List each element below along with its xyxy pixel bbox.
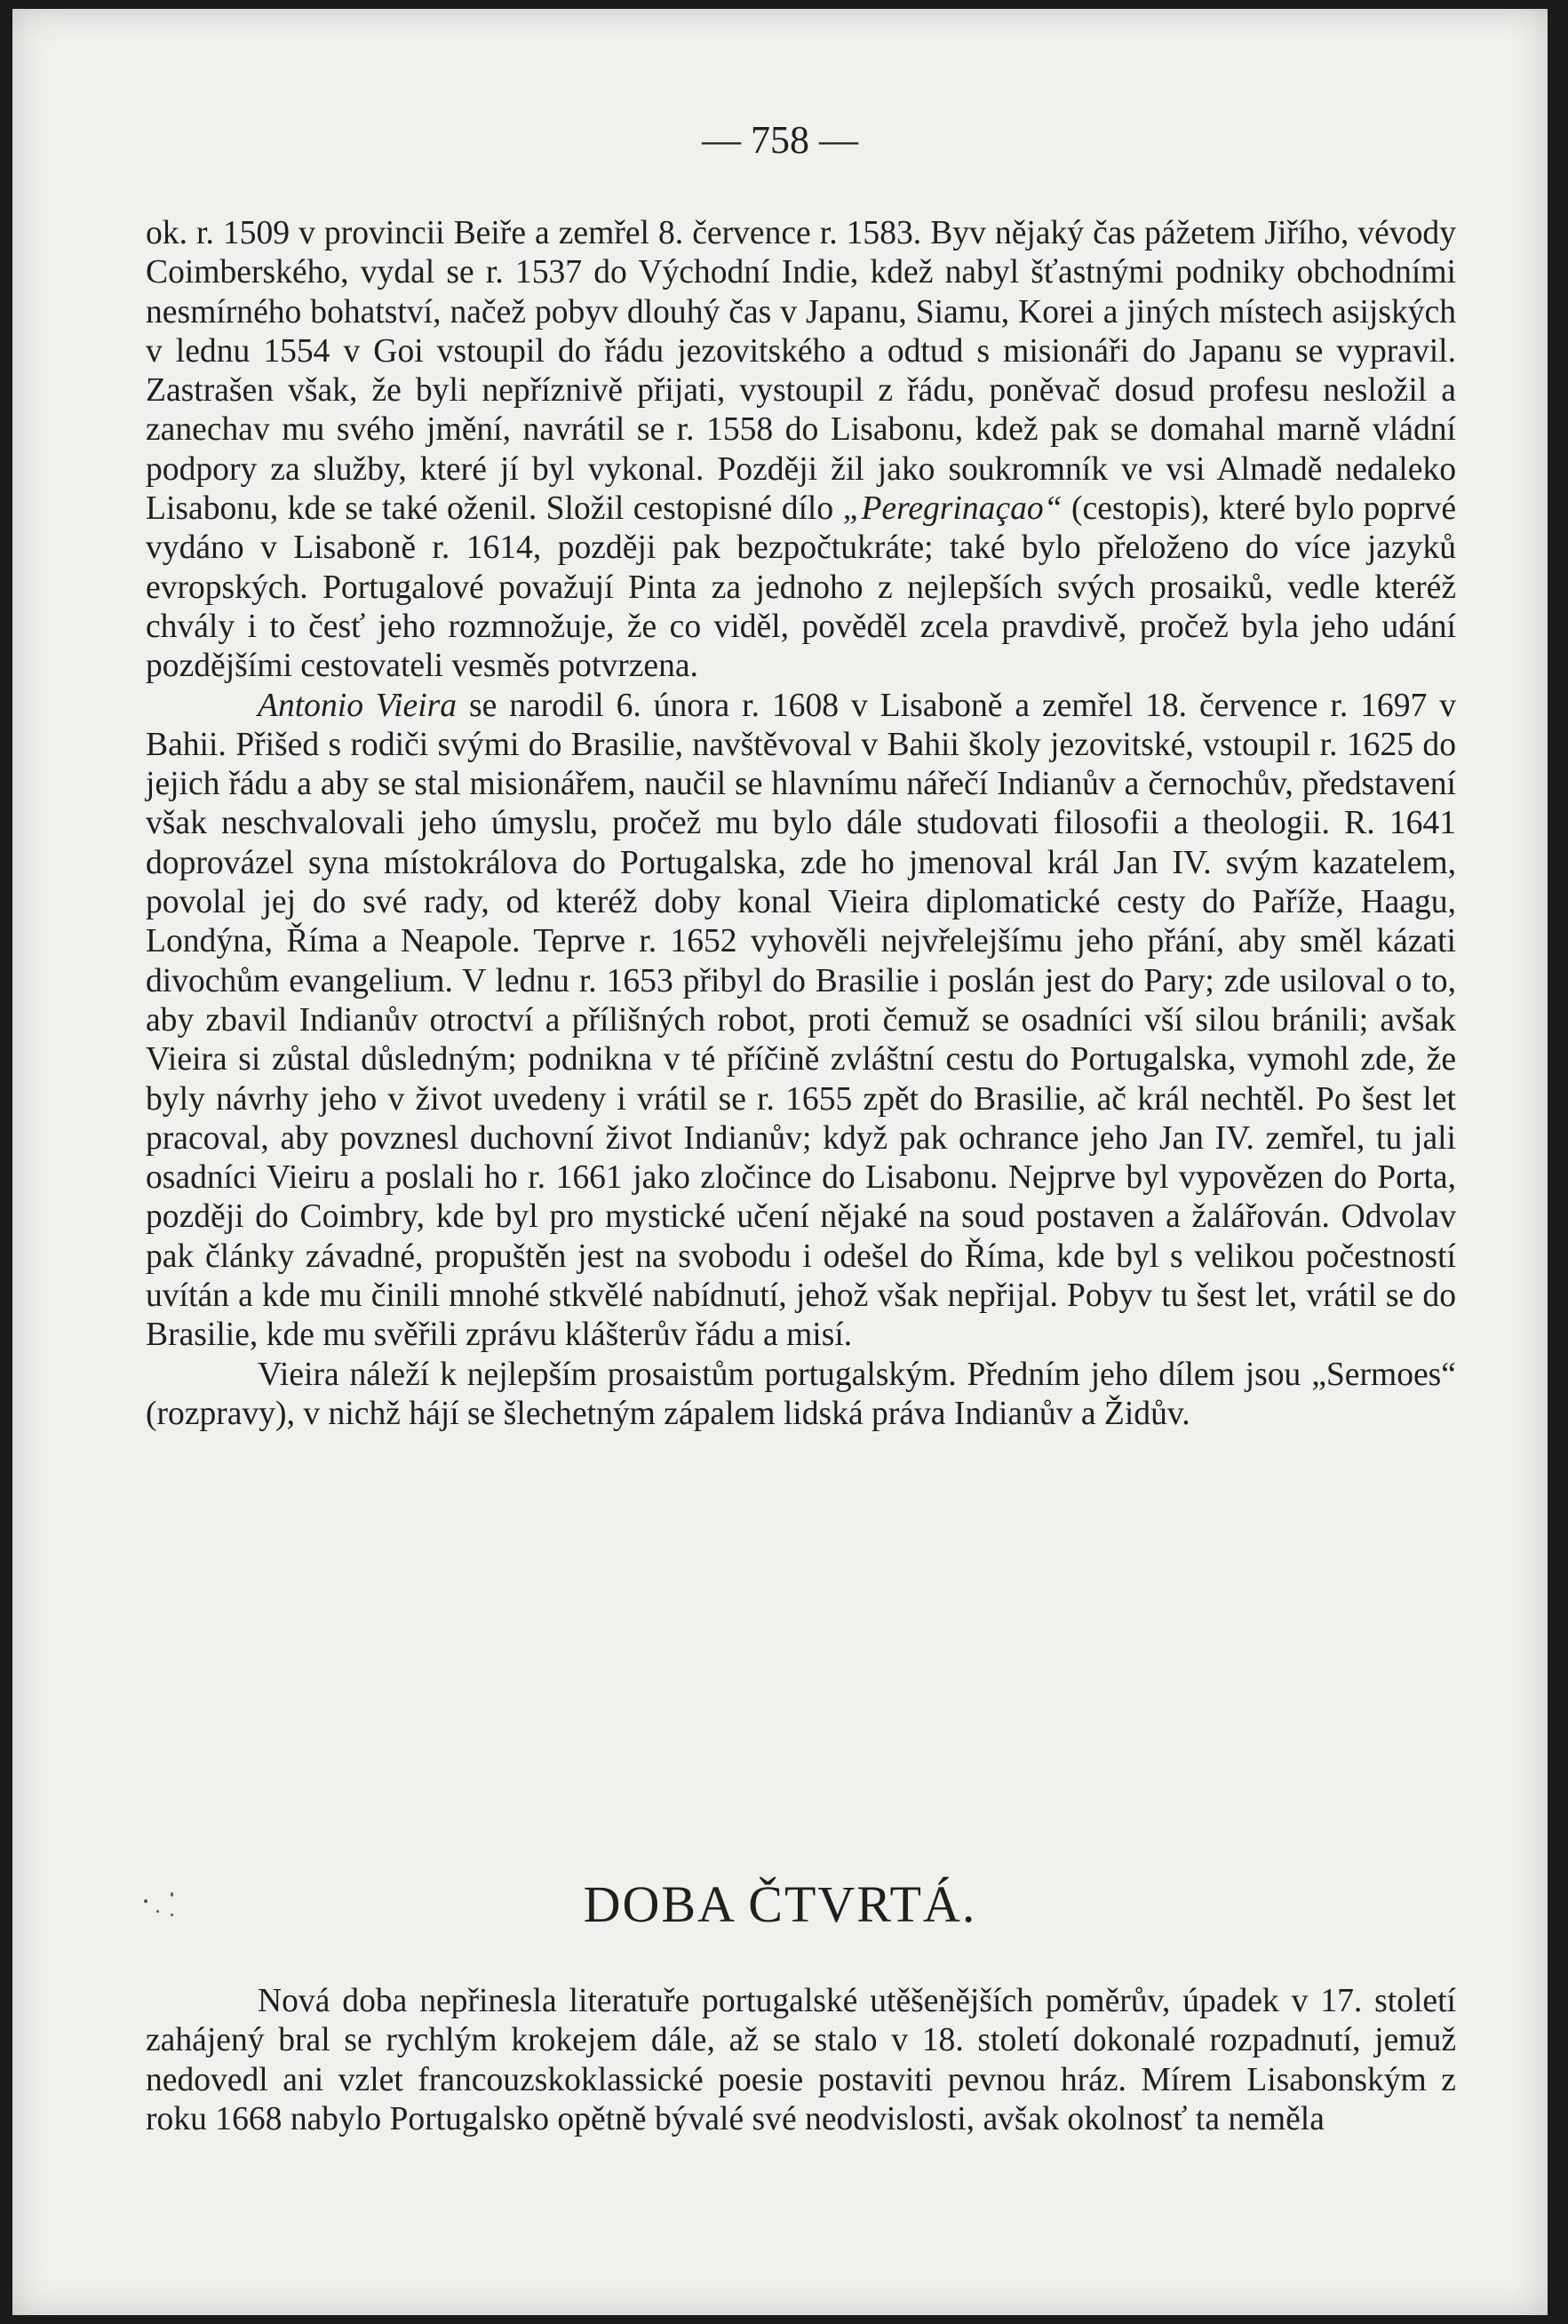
print-speck: [156, 1910, 159, 1913]
paragraph-pinto: [146, 214, 1456, 687]
paragraph-pinto-text: ok. r. 1509 v provincii Beiře a zemřel 8. července r. 1583. Byv nějaký čas pážetem Jiřího, vévody Coimberského, vydal se r. 1537 do Východní Indie, kdež nabyl šťastnými podniky obchodními nesmírného bohatství, načež pobyv dlouhý čas v Japanu, Siamu, Korei a jiných místech asijských v lednu 1554 v Goi vstoupil do řádu jezovitského a odtud s misionáři do Japanu se vypravil. Zastrašen však, že byli nepříznivě přijati, vystoupil z řádu, poněvač dosud profesu nesložil a zanechav mu svého jmění, navrátil se r. 1558 do Lisabonu, kdež pak se domahal marně vládní podpory za služby, které jí byl vykonal. Později žil jako soukromník ve vsi Almadě nedaleko Lisabonu, kde se také oženil. Složil cestopisné dílo: [146, 215, 1456, 528]
person-name-vieira: Antonio Vieira: [258, 687, 458, 724]
paragraph-section-intro: Nová doba nepřinesla literatuře portugalské utěšenějších poměrův, úpadek v 17. století zahájený bral se rychlým krokejem dále, až se stalo v 18. století dokonalé rozpadnutí, jemuž nedovedl ani vzlet francouzskoklassické poesie postaviti pevnou hráz. Mírem Lisabonským z roku 1668 nabylo Portugalsko opětně bývalé své neodvislosti, avšak okolnosť ta neměla: [146, 1983, 1456, 2137]
print-speck: [171, 1914, 173, 1916]
section-text: [146, 1982, 1456, 2139]
page-number: — 758 —: [702, 118, 858, 162]
work-title-peregrinacao: „Peregrinaçao“: [842, 490, 1063, 528]
paragraph-vieira-text: se narodil 6. února r. 1608 v Lisaboně a zemřel 18. července r. 1697 v Bahii. Přišed s rodiči svými do Brasilie, navštěvoval v Bahii školy jezovitské, vstoupil r. 1625 do jejich řádu a aby se stal misionářem, naučil se hlavnímu nářečí Indianův a černochův, představení však neschvalovali jeho úmyslu, pročež mu bylo dále studovati filosofii a theologii. R. 1641 doprovázel syna místokrálova do Portugalska, zde ho jmenoval král Jan IV. svým kazatelem, povolal jej do své rady, od kteréž doby konal Vieira diplomatické cesty do Paříže, Haagu, Londýna, Říma a Neapole. Teprve r. 1652 vyhověli nejvřelejšímu jeho přání, aby směl kázati divochům evangelium. V lednu r. 1653 přibyl do Brasilie i poslán jest do Pary; zde usiloval o to, aby zbavil Indianův otroctví a přílišných robot, proti čemuž se osadníci vší silou bránili; avšak Vieira si zůstal důsledným; podnikna v té příčině zvláštní cestu do Portugalska, vymohl zde, že byly návrhy jeho v život uvedeny i vrátil se r. 1655 zpět do Brasilie, ač král nechtěl. Po šest let pracoval, aby povznesl duchovní život Indianův; když pak ochrance jeho Jan IV. zemřel, tu jali osadníci Vieiru a poslali ho r. 1661 jako zločince do Lisabonu. Nejprve byl vypovězen do Porta, později do Coimbry, kde byl pro mystické učení nějaké na soud postaven a žalářován. Odvolav pak články závadné, propuštěn jest na svobodu i odešel do Říma, kde byl s velikou počestností uvítán a kde mu činili mnohé stkvělé nabídnutí, jehož však nepřijal. Pobyv tu šest let, vrátil se do Brasilie, kde mu svěřili zprávu klášterův řádu a misí.: [146, 687, 1456, 1354]
print-speck: [144, 1899, 147, 1903]
book-page: [12, 9, 1548, 2315]
paragraph-vieira: [146, 687, 1456, 1356]
print-speck: [171, 1892, 173, 1897]
paragraph-vieira-works: Vieira náleží k nejlepším prosaistům portugalským. Předním jeho dílem jsou „Sermoes“ (rozpravy), v nichž hájí se šlechetným zápalem lidská práva Indianův a Židův.: [146, 1356, 1456, 1432]
main-text: [146, 214, 1456, 1434]
section-heading: DOBA ČTVRTÁ.: [583, 1875, 977, 1933]
paragraph-pinto-rest: (cestopis), které bylo poprvé vydáno v Lisaboně r. 1614, později pak bezpočtukráte; také bylo přeloženo do více jazyků evropských. Portugalové považují Pinta za jednoho z nejlepších svých prosaiků, vedle kteréž chvály i to česť jeho rozmnožuje, že co viděl, pověděl zcela pravdivě, pročež byla jeho udání pozdějšími cestovateli vesměs potvrzena.: [146, 490, 1456, 685]
